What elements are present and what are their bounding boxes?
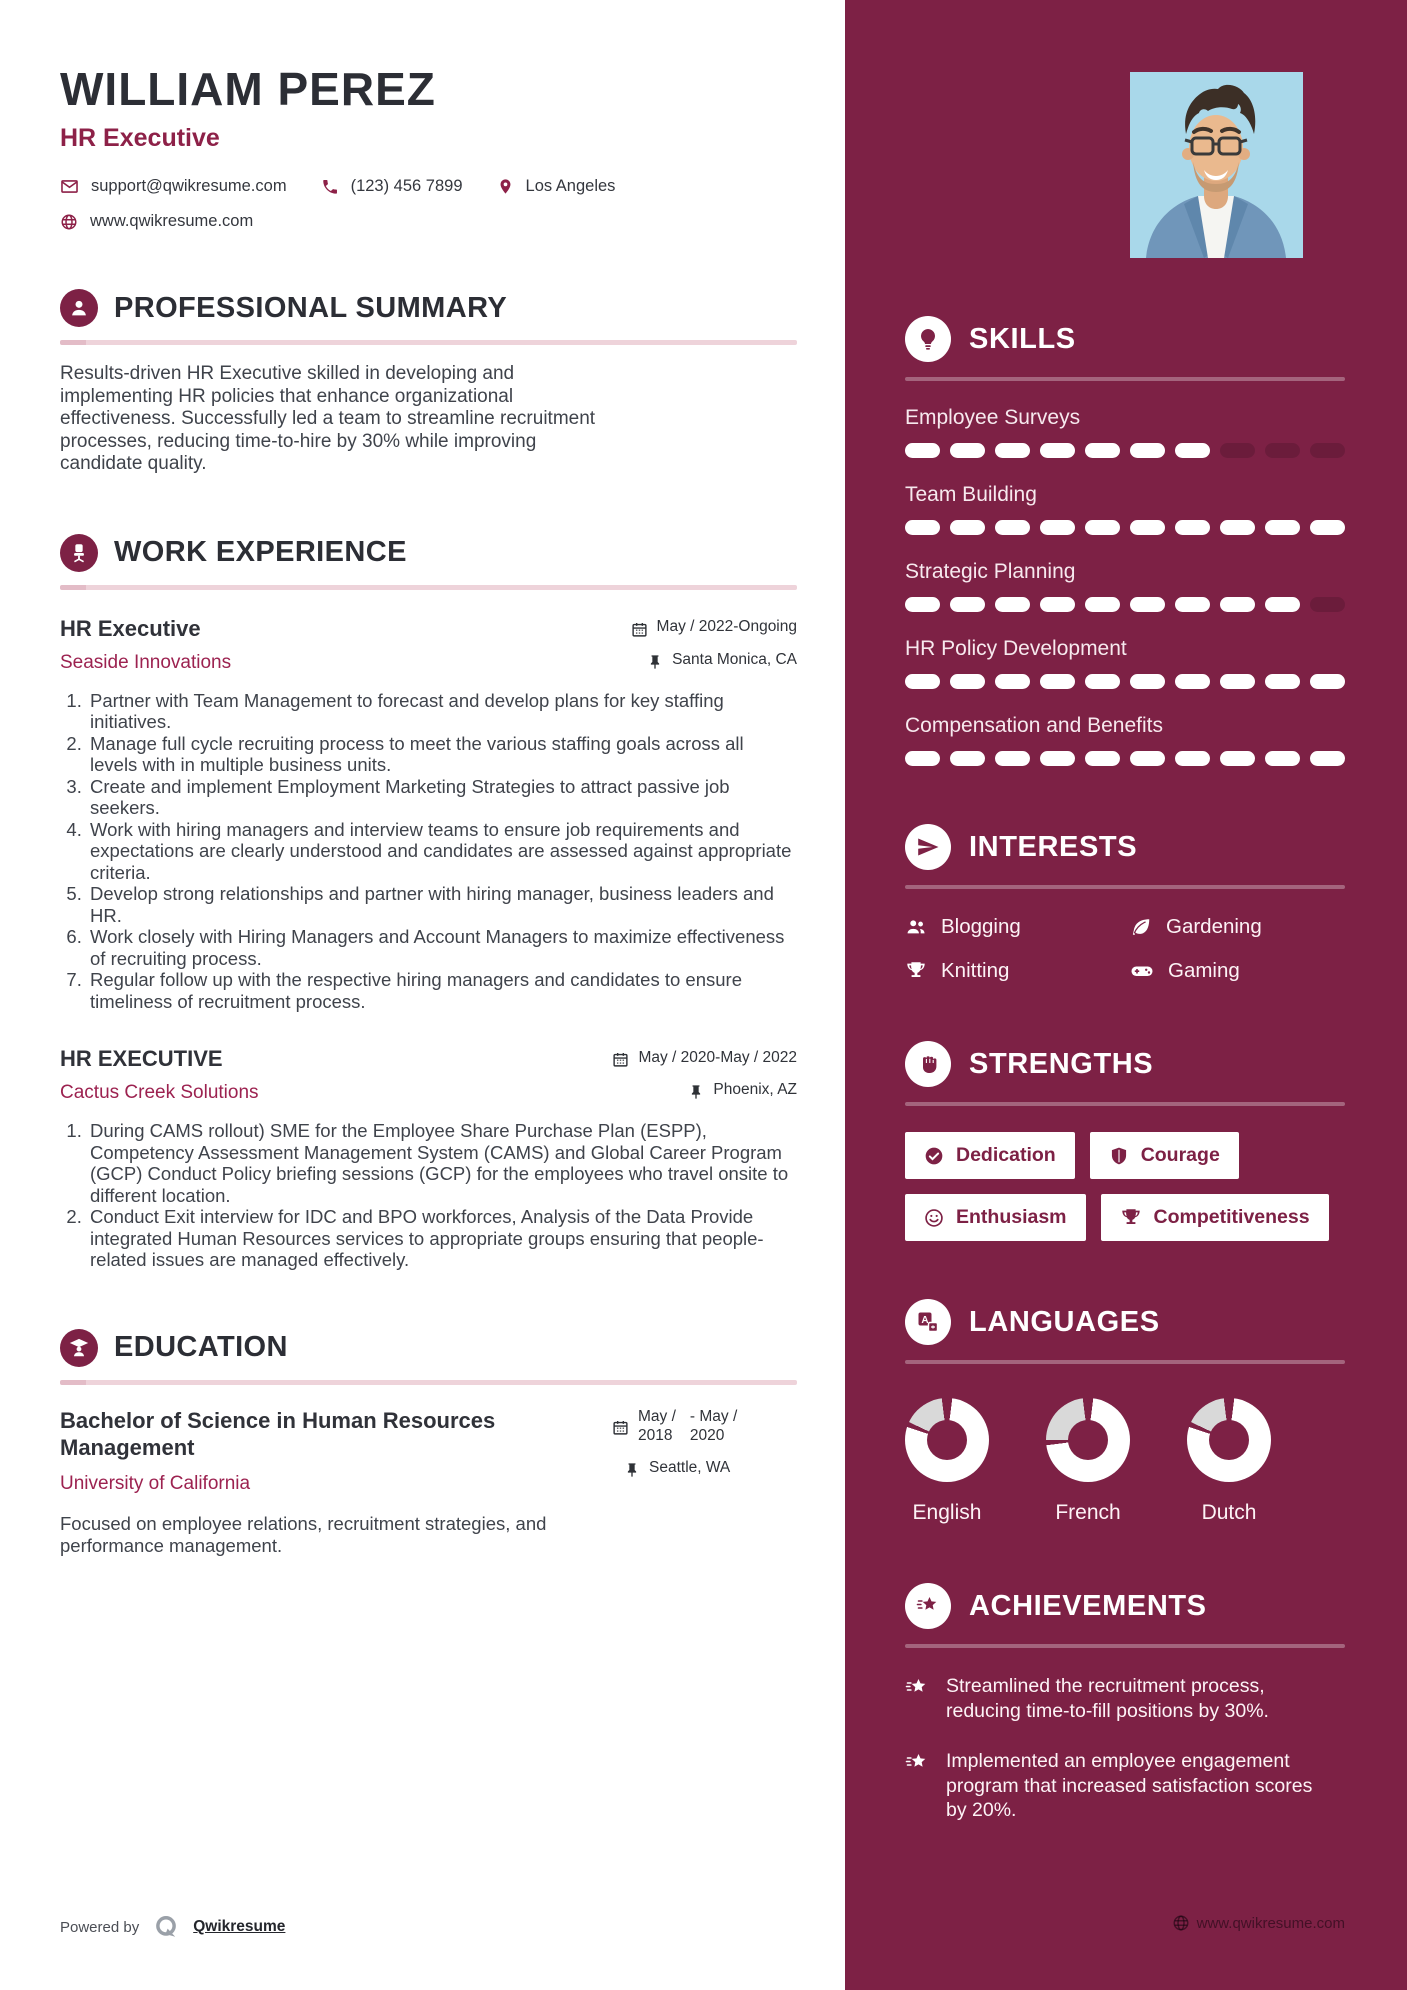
profile-photo — [1130, 72, 1303, 258]
skill-bar-segment — [1175, 520, 1210, 535]
skill-bar-segment — [950, 520, 985, 535]
job-bullet: 4. Work with hiring managers and interview teams to ensure job requirements and expectations are clearly understood and candidates are assessed against appropriate criteria. — [87, 819, 795, 884]
skill-item — [905, 637, 1345, 689]
skill-bar-segment — [905, 520, 940, 535]
location-contact — [497, 177, 616, 196]
strength-pill — [1090, 1132, 1239, 1179]
language-item — [1046, 1398, 1130, 1525]
envelope-icon — [60, 177, 79, 196]
job-bullet: 5. Develop strong relationships and partner with hiring manager, business leaders and HR. — [87, 883, 795, 926]
language-item — [905, 1398, 989, 1525]
skills-heading: SKILLS — [969, 322, 1076, 355]
skill-bar-segment — [1220, 597, 1255, 612]
education-entry — [60, 1407, 797, 1495]
skill-bar-segment — [950, 443, 985, 458]
section-divider — [60, 585, 797, 590]
education-heading: EDUCATION — [114, 1331, 288, 1363]
interest-item — [905, 915, 1120, 939]
strength-pill — [905, 1132, 1075, 1179]
achievement-item — [905, 1674, 1345, 1723]
shooting-star-icon — [905, 1583, 951, 1629]
section-divider — [905, 1360, 1345, 1364]
job-bullet: 1. During CAMS rollout) SME for the Employee Share Purchase Plan (ESPP), Competency Assessment Management System (CAMS) and Global Career Program (GCP) Conduct Policy briefing sessions (GCP) for the employees who travel onsite to different location. — [87, 1120, 795, 1206]
strength-pill — [1101, 1194, 1329, 1241]
powered-by-label: Powered by — [60, 1918, 140, 1936]
job-list — [60, 616, 797, 1271]
job-location — [688, 1081, 797, 1099]
strengths-list — [905, 1132, 1345, 1241]
skill-bar-segment — [1085, 674, 1120, 689]
calendar-icon — [612, 1419, 629, 1436]
skill-item — [905, 560, 1345, 612]
skill-bar-segment — [1175, 597, 1210, 612]
skill-label: Strategic Planning — [905, 560, 1076, 583]
interest-label: Knitting — [941, 959, 1010, 982]
phone-text: (123) 456 7899 — [350, 177, 463, 195]
skill-bar-segment — [905, 751, 940, 766]
translate-icon — [905, 1299, 951, 1345]
skill-bar-segment — [1040, 674, 1075, 689]
section-divider — [905, 1644, 1345, 1648]
education-description: Focused on employee relations, recruitment strategies, and performance management. — [60, 1512, 547, 1556]
globe-icon — [60, 213, 78, 231]
powered-by-footer — [60, 1914, 285, 1940]
skill-bar-segment — [1220, 443, 1255, 458]
skill-bar — [905, 443, 1345, 458]
pushpin-icon — [624, 1462, 640, 1478]
section-work-experience — [60, 534, 797, 1271]
calendar-icon — [631, 621, 648, 638]
map-pin-icon — [497, 178, 514, 195]
strength-pill — [905, 1194, 1086, 1241]
section-divider — [905, 377, 1345, 381]
skill-bar-segment — [1265, 597, 1300, 612]
work-heading: WORK EXPERIENCE — [114, 536, 407, 568]
shooting-star-icon — [905, 1676, 929, 1723]
strength-label: Dedication — [956, 1144, 1056, 1166]
languages-row — [905, 1398, 1345, 1525]
language-item — [1187, 1398, 1271, 1525]
skill-bar-segment — [1265, 674, 1300, 689]
job-bullet-list — [60, 690, 795, 1013]
job-bullet: 3. Create and implement Employment Marketing Strategies to attract passive job seekers. — [87, 776, 795, 819]
summary-text: Results-driven HR Executive skilled in developing and implementing HR policies that enhance organizational effectiveness. Successfully led a team to streamline recruitment processes, reducing time-to-hire by 30% while improving candidate quality. — [60, 363, 596, 474]
education-location — [624, 1459, 797, 1477]
sidebar-column — [845, 0, 1407, 1990]
skill-bar-segment — [1130, 443, 1165, 458]
interests-heading: INTERESTS — [969, 830, 1138, 863]
skill-bar-segment — [1220, 674, 1255, 689]
email-text: support@qwikresume.com — [91, 177, 287, 195]
skill-bar-segment — [905, 597, 940, 612]
skill-bar — [905, 520, 1345, 535]
skill-bar-segment — [905, 674, 940, 689]
job-location — [647, 651, 797, 669]
job-bullet: 7. Regular follow up with the respective hiring managers and candidates to ensure timeliness of recruitment process. — [87, 969, 795, 1012]
skill-label: Compensation and Benefits — [905, 714, 1163, 737]
job-entry — [60, 1046, 797, 1271]
section-divider — [60, 340, 797, 345]
shield-icon — [1109, 1146, 1129, 1166]
skill-label: HR Policy Development — [905, 637, 1127, 660]
candidate-name: WILLIAM PEREZ — [60, 63, 436, 115]
interest-item — [905, 959, 1120, 983]
users-icon — [905, 916, 927, 938]
globe-icon — [1172, 1914, 1190, 1932]
skill-bar — [905, 674, 1345, 689]
skill-bar-segment — [1085, 520, 1120, 535]
sidebar-website[interactable] — [1172, 1914, 1345, 1932]
job-dates — [631, 618, 797, 636]
language-label: Dutch — [1201, 1501, 1257, 1524]
achievements-list — [905, 1674, 1345, 1823]
job-dates — [612, 1049, 797, 1067]
skill-bar-segment — [995, 751, 1030, 766]
section-interests — [905, 824, 1345, 983]
contact-row-1 — [60, 177, 797, 196]
calendar-icon — [612, 1051, 629, 1068]
job-subheader — [60, 1072, 797, 1104]
sidebar-website-text: www.qwikresume.com — [1196, 1914, 1345, 1932]
language-donut — [905, 1398, 989, 1482]
svg-text:A: A — [921, 1315, 929, 1326]
achievement-text: Implemented an employee engagement program that increased satisfaction scores by 20%. — [946, 1750, 1313, 1821]
phone-contact[interactable] — [321, 177, 463, 196]
skill-bar-segment — [1310, 751, 1345, 766]
section-achievements — [905, 1583, 1345, 1823]
job-bullet: 6. Work closely with Hiring Managers and Account Managers to maximize effectiveness of recruiting process. — [87, 926, 795, 969]
skill-bar-segment — [1310, 520, 1345, 535]
section-divider — [905, 885, 1345, 889]
skill-bar-segment — [1130, 674, 1165, 689]
section-professional-summary — [60, 289, 797, 476]
skill-bar-segment — [950, 674, 985, 689]
paper-plane-icon — [905, 824, 951, 870]
skill-bar-segment — [1310, 674, 1345, 689]
skill-bar-segment — [1310, 597, 1345, 612]
language-donut — [1187, 1398, 1271, 1482]
website-contact[interactable] — [60, 212, 253, 231]
leaf-icon — [1130, 916, 1152, 938]
skill-bar-segment — [995, 674, 1030, 689]
trophy-icon — [1120, 1207, 1142, 1229]
shooting-star-icon — [905, 1751, 929, 1823]
section-strengths — [905, 1041, 1345, 1241]
trophy-icon — [905, 960, 927, 982]
skill-bar-segment — [1130, 751, 1165, 766]
interest-label: Gaming — [1168, 959, 1240, 982]
qwikresume-link[interactable]: Qwikresume — [193, 1918, 286, 1935]
interest-label: Gardening — [1166, 915, 1262, 938]
fist-icon — [905, 1041, 951, 1087]
job-dates-text: May / 2022-Ongoing — [656, 618, 797, 635]
skill-bar-segment — [1040, 597, 1075, 612]
job-dates-text: May / 2020-May / 2022 — [638, 1048, 797, 1066]
job-title: HR EXECUTIVE — [60, 1046, 223, 1071]
skill-bar-segment — [1175, 751, 1210, 766]
job-bullet-list — [60, 1120, 795, 1271]
skill-bar-segment — [1310, 443, 1345, 458]
achievements-heading: ACHIEVEMENTS — [969, 1589, 1207, 1622]
skill-bar-segment — [1130, 520, 1165, 535]
job-location-text: Phoenix, AZ — [713, 1081, 797, 1098]
skill-bar-segment — [905, 443, 940, 458]
degree-title: Bachelor of Science in Human Resources Management — [60, 1407, 496, 1460]
date-start-month: May / — [638, 1407, 676, 1425]
section-education — [60, 1329, 797, 1557]
skill-item — [905, 406, 1345, 458]
skill-bar-segment — [995, 443, 1030, 458]
job-bullet: 2. Manage full cycle recruiting process to meet the various staffing goals across all levels with in multiple business units. — [87, 733, 795, 776]
skill-bar — [905, 751, 1345, 766]
contact-row-2 — [60, 212, 797, 231]
job-header — [60, 1046, 797, 1072]
language-label: English — [912, 1501, 982, 1524]
company-name: Seaside Innovations — [60, 651, 232, 673]
graduate-icon — [60, 1329, 98, 1367]
skills-list — [905, 406, 1345, 766]
skill-bar-segment — [1085, 443, 1120, 458]
job-header — [60, 616, 797, 642]
summary-heading: PROFESSIONAL SUMMARY — [114, 291, 508, 324]
languages-heading: LANGUAGES — [969, 1305, 1160, 1338]
language-donut — [1046, 1398, 1130, 1482]
skill-bar-segment — [1130, 597, 1165, 612]
pushpin-icon — [688, 1084, 704, 1100]
skill-bar-segment — [1040, 751, 1075, 766]
job-location-text: Santa Monica, CA — [672, 650, 797, 668]
skill-bar-segment — [995, 520, 1030, 535]
strengths-heading: STRENGTHS — [969, 1047, 1154, 1080]
education-dates — [612, 1407, 797, 1445]
date-start-year: 2018 — [638, 1426, 673, 1444]
interest-item — [1130, 915, 1345, 939]
check-circle-icon — [924, 1146, 944, 1166]
section-divider — [60, 1380, 797, 1385]
skill-bar — [905, 597, 1345, 612]
skill-bar-segment — [1085, 751, 1120, 766]
job-subheader — [60, 642, 797, 674]
job-entry — [60, 616, 797, 1013]
phone-icon — [321, 178, 339, 196]
skill-bar-segment — [1265, 751, 1300, 766]
skill-bar-segment — [1040, 443, 1075, 458]
section-divider — [905, 1102, 1345, 1106]
qwikresume-logo-icon — [153, 1914, 179, 1940]
email-contact[interactable] — [60, 177, 287, 196]
job-title: HR Executive — [60, 615, 201, 641]
language-label: French — [1055, 1501, 1121, 1524]
date-end-year: 2020 — [689, 1426, 725, 1444]
skill-item — [905, 714, 1345, 766]
candidate-title: HR Executive — [60, 124, 220, 152]
skill-bar-segment — [1175, 674, 1210, 689]
interests-grid — [905, 915, 1345, 983]
skill-bar-segment — [995, 597, 1030, 612]
person-icon — [60, 289, 98, 327]
date-end-month: - May / — [689, 1407, 738, 1425]
strength-label: Competitiveness — [1153, 1206, 1310, 1228]
office-chair-icon — [60, 534, 98, 572]
job-bullet: 1. Partner with Team Management to forecast and develop plans for key staffing initiatives. — [87, 690, 795, 733]
section-skills — [905, 316, 1345, 766]
skill-bar-segment — [1085, 597, 1120, 612]
skill-item — [905, 483, 1345, 535]
strength-label: Courage — [1140, 1144, 1220, 1166]
skill-label: Employee Surveys — [905, 406, 1081, 429]
smiley-icon — [924, 1208, 944, 1228]
lightbulb-icon — [905, 316, 951, 362]
website-text: www.qwikresume.com — [90, 212, 254, 230]
school-name: University of California — [60, 1472, 251, 1494]
section-languages — [905, 1299, 1345, 1525]
achievement-text: Streamlined the recruitment process, reducing time-to-fill positions by 30%. — [946, 1675, 1269, 1722]
interest-label: Blogging — [941, 915, 1021, 938]
gamepad-icon — [1130, 959, 1154, 983]
skill-bar-segment — [1265, 520, 1300, 535]
skill-bar-segment — [1040, 520, 1075, 535]
pushpin-icon — [647, 654, 663, 670]
education-location-text: Seattle, WA — [649, 1458, 731, 1476]
skill-bar-segment — [1220, 520, 1255, 535]
location-text: Los Angeles — [525, 177, 616, 195]
skill-bar-segment — [1220, 751, 1255, 766]
job-bullet: 2. Conduct Exit interview for IDC and BPO workforces, Analysis of the Data Provide integrated Human Resources services to appropriate groups ensuring that people-related issues are managed effectively. — [87, 1206, 795, 1271]
skill-label: Team Building — [905, 483, 1037, 506]
skill-bar-segment — [950, 751, 985, 766]
skill-bar-segment — [1175, 443, 1210, 458]
strength-label: Enthusiasm — [956, 1206, 1067, 1228]
company-name: Cactus Creek Solutions — [60, 1082, 259, 1103]
achievement-item — [905, 1749, 1345, 1823]
interest-item — [1130, 959, 1345, 983]
skill-bar-segment — [1265, 443, 1300, 458]
skill-bar-segment — [950, 597, 985, 612]
